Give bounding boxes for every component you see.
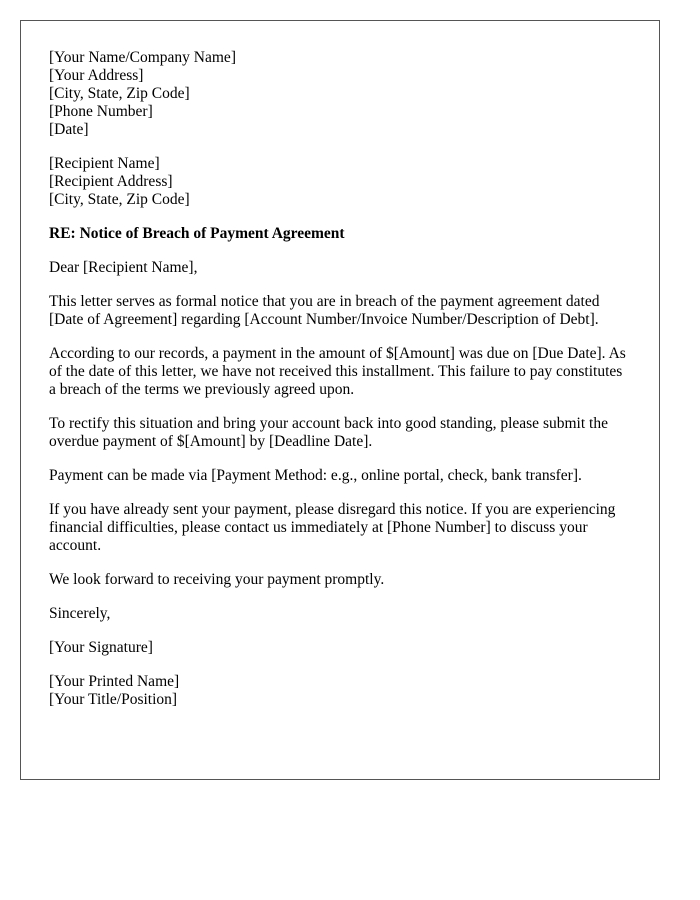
sender-name: [Your Name/Company Name]	[49, 49, 236, 66]
sender-city-state-zip: [City, State, Zip Code]	[49, 85, 190, 102]
letter-date: [Date]	[49, 121, 89, 138]
sender-phone: [Phone Number]	[49, 103, 153, 120]
recipient-address: [Recipient Address]	[49, 173, 173, 190]
body-paragraph-3: To rectify this situation and bring your account back into good standing, please submit the overdue payment of $[Amount] by [Deadline Date].	[49, 415, 608, 450]
sign-off: Sincerely,	[49, 605, 111, 622]
body-paragraph-4: Payment can be made via [Payment Method: e.g., online portal, check, bank transfer].	[49, 467, 582, 484]
recipient-city-state-zip: [City, State, Zip Code]	[49, 191, 190, 208]
body-paragraph-6: We look forward to receiving your payment promptly.	[49, 571, 385, 588]
signer-title: [Your Title/Position]	[49, 691, 178, 708]
sender-address: [Your Address]	[49, 67, 144, 84]
signature-placeholder: [Your Signature]	[49, 639, 153, 656]
salutation: Dear [Recipient Name],	[49, 259, 198, 276]
body-paragraph-5: If you have already sent your payment, please disregard this notice. If you are experiencing financial difficulties, please contact us immediately at [Phone Number] to discuss your account.	[49, 501, 616, 554]
letter-page	[20, 20, 660, 780]
recipient-name: [Recipient Name]	[49, 155, 160, 172]
printed-name: [Your Printed Name]	[49, 673, 180, 690]
signer-block	[49, 673, 631, 709]
sender-block	[49, 49, 631, 139]
body-paragraph-2: According to our records, a payment in the amount of $[Amount] was due on [Due Date]. As of the date of this letter, we have not received this installment. This failure to pay constitutes a breach of the terms we previously agreed upon.	[49, 345, 626, 398]
subject-line: RE: Notice of Breach of Payment Agreement	[49, 225, 345, 242]
recipient-block	[49, 155, 631, 209]
body-paragraph-1: This letter serves as formal notice that you are in breach of the payment agreement dated [Date of Agreement] regarding [Account Number/Invoice Number/Description of Debt].	[49, 293, 600, 328]
